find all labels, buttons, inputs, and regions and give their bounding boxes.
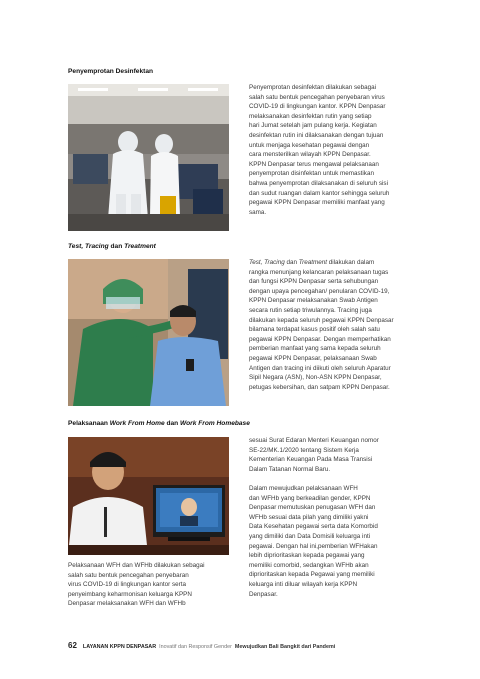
page-footer (68, 641, 335, 650)
heading-connector: dan (164, 420, 181, 427)
text-line: bilamana terdapat kasus positif oleh salah satu (249, 326, 380, 334)
text-tracing (249, 258, 439, 392)
text-line: SE-22/MK.1/2020 tentang Sistem Kerja (249, 446, 359, 454)
text-line: dan WFHb yang berkeadilan gender, KPPN (249, 494, 371, 502)
text-line: salah satu bentuk pencegahan penyebaran virus (249, 93, 385, 101)
heading-italic: Test, Tracing (68, 243, 109, 250)
photo-swab-test (68, 259, 229, 406)
text-wfh-right-a (249, 436, 439, 474)
heading-italic: Work From Home (109, 420, 165, 427)
text-line: Dalam mewujudkan pelaksanaan WFH (249, 485, 358, 492)
text-line: Denpasar melaksanakan WFH dan WFHb (68, 600, 186, 608)
footer-label: LAYANAN KPPN DENPASAR (82, 644, 157, 650)
heading-disinfection: Penyemprotan Desinfektan (68, 68, 154, 75)
text-line: Denpasar. (249, 590, 278, 598)
text-wfh-left (68, 561, 238, 609)
heading-italic: Treatment (124, 243, 156, 250)
text-line: diprioritaskan kepada Pegawai yang memiliki (249, 571, 375, 579)
text-line: memiliki comorbid, sedangkan WFHb akan (249, 561, 369, 569)
text-line: melaksanakan desinfektan rutin yang setiap (249, 112, 372, 120)
text-line: dengan upaya pencegahan/ penularan COVID-19, (249, 287, 390, 295)
text-line: penyemprotan disinfektan untuk memastikan (249, 170, 374, 178)
text-line: hari Jumat setelah jam pulang kerja. Kegiatan (249, 122, 377, 130)
text-line: Denpasar memutuskan penugasan WFH dan (249, 504, 376, 512)
text-line: pegawai. Dengan hal ini,pemberian WFHakan (249, 542, 378, 550)
text-line: dan fungsi KPPN Denpasar serta sehubungan (249, 278, 379, 286)
text-line: Pelaksanaan WFH dan WFHb dilakukan sebagai (68, 562, 205, 569)
text-line: KPPN Denpasar melaksanakan Swab Antigen (249, 297, 378, 305)
text-line: Sipil Negara (ASN), Non-ASN KPPN Denpasar, (249, 374, 382, 382)
text-line: pegawai KPPN Denpasar. Dengan memperhatikan (249, 335, 391, 343)
text-line: KPPN Denpasar terus mengawal pelaksanaan (249, 160, 379, 168)
text-line: keluarga inti diluar wilayah kerja KPPN (249, 580, 358, 588)
heading-wfh (68, 420, 250, 427)
text-line: cara mensterilkan wilayah KPPN Denpasar. (249, 151, 371, 159)
text-line: pegawai KPPN Denpasar, pelaksanaan Swab (249, 354, 377, 362)
text-line: Data Kesehatan pegawai serta data Komorbid (249, 523, 378, 531)
text-line: WFHb sesuai data pilah yang dimiliki yakni (249, 513, 369, 521)
text-line: dan sudut ruangan dalam kantor sehingga seluruh (249, 189, 390, 197)
text-line: COVID-19 di lingkungan kantor. KPPN Denpasar (249, 103, 386, 111)
text-line: sama. (249, 208, 267, 216)
text-line: dilakukan kepada seluruh pegawai KPPN Denpasar (249, 316, 394, 324)
text-line: virus COVID-19 di lingkungan kantor serta (68, 581, 186, 589)
text-line: Antigen dan tracing ini diikuti oleh seluruh Aparatur (249, 364, 391, 372)
footer-subtitle: Inovatif dan Responsif Gender (159, 644, 232, 650)
text-line: secara rutin setiap triwulannya. Tracing juga (249, 306, 372, 314)
text-line: penyeimbang keharmonisan keluarga KPPN (68, 590, 192, 598)
text-line: bahwa penyemprotan dilaksanakan di seluruh sisi (249, 179, 388, 187)
text-wfh-right-b (249, 484, 439, 599)
heading-run: Pelaksanaan (68, 420, 110, 427)
photo-disinfection (68, 84, 229, 231)
text-line: yang dimiliki dan Data Domisili keluarga inti (249, 532, 371, 540)
text-connector: dan (284, 259, 299, 266)
text-line: sesuai Surat Edaran Menteri Keuangan nomor (249, 437, 379, 444)
text-line: pemberian manfaat yang sama kepada seluruh (249, 345, 381, 353)
heading-tracing (68, 243, 156, 250)
text-line: pegawai KPPN Denpasar memiliki manfaat yang (249, 199, 385, 207)
text-disinfection (249, 83, 439, 217)
text-run: dilakukan dalam (326, 259, 375, 266)
text-line: untuk menjaga kesehatan pegawai dengan (249, 141, 370, 149)
page-number: 62 (68, 641, 77, 650)
text-italic: Test, Tracing (249, 259, 285, 266)
heading-italic: Work From Homebase (180, 420, 250, 427)
footer-tagline: Mewujudkan Bali Bangkit dari Pandemi (234, 644, 336, 650)
text-line: petugas kebersihan, dan satpam KPPN Denpasar. (249, 383, 390, 391)
text-line: Penyemprotan desinfektan dilakukan sebagai (249, 84, 377, 91)
heading-connector: dan (108, 243, 125, 250)
text-line: lebih diprioritaskan kepada pegawai yang (249, 552, 365, 560)
text-line: Dalam Tatanan Normal Baru. (249, 465, 331, 473)
text-line: Kementerian Keuangan Pada Masa Transisi (249, 456, 373, 464)
text-italic: Treatment (298, 259, 327, 266)
text-line (249, 258, 439, 268)
text-line: rangka menunjang kelancaran pelaksanaan tugas (249, 268, 389, 276)
text-line: salah satu bentuk pencegahan penyebaran (68, 571, 189, 579)
photo-work-from-home (68, 437, 229, 555)
text-line: desinfektan rutin ini dilaksanakan dengan tujuan (249, 131, 384, 139)
